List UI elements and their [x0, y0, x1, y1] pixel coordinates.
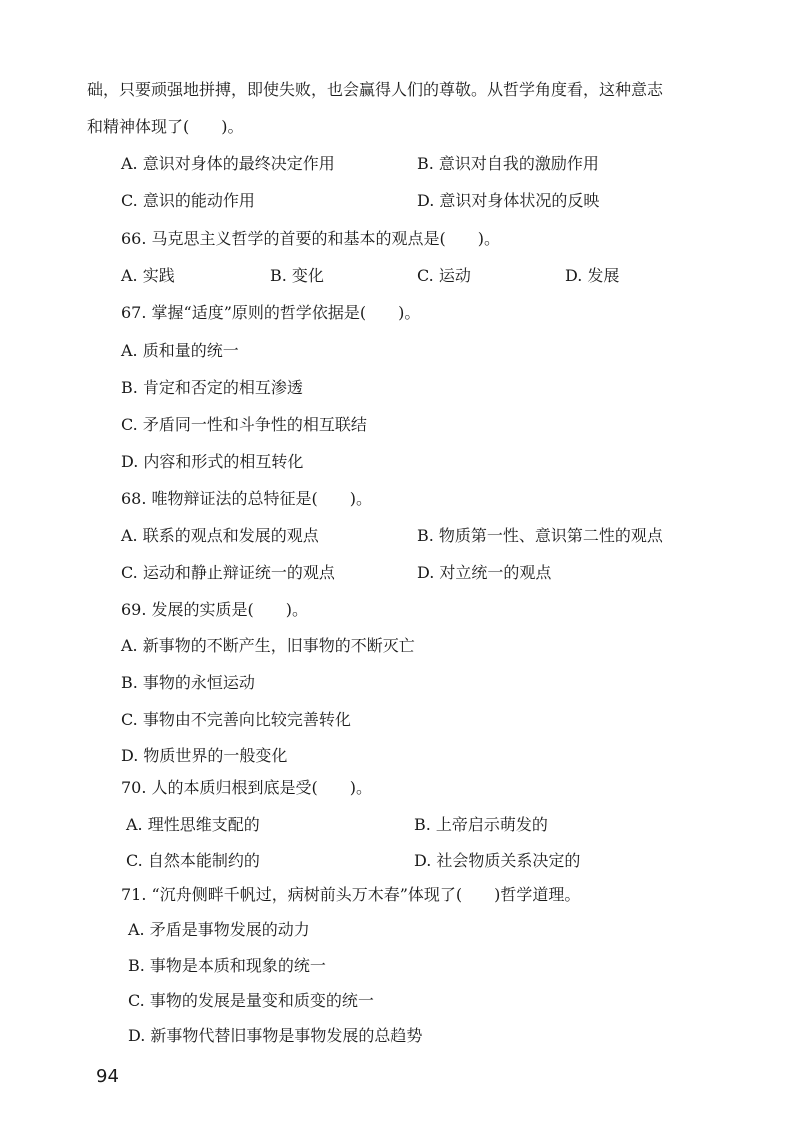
q69-option-b: B. 事物的永恒运动: [121, 673, 255, 692]
q67-option-a: A. 质和量的统一: [121, 341, 239, 360]
q69-option-a: A. 新事物的不断产生，旧事物的不断灭亡: [121, 636, 415, 655]
continuation-line-2: 和精神体现了( )。: [87, 117, 244, 136]
q67-stem: 67. 掌握“适度”原则的哲学依据是( )。: [121, 303, 421, 322]
continuation-line-1: 础，只要顽强地拼搏，即使失败，也会赢得人们的尊敬。从哲学角度看，这种意志: [87, 80, 664, 99]
q71-option-a: A. 矛盾是事物发展的动力: [128, 920, 310, 939]
q67-option-c: C. 矛盾同一性和斗争性的相互联结: [121, 415, 367, 434]
q70-option-b: B. 上帝启示萌发的: [414, 815, 548, 834]
q66-option-b: B. 变化: [270, 266, 324, 285]
q70-option-c: C. 自然本能制约的: [126, 851, 260, 870]
q68-option-c: C. 运动和静止辩证统一的观点: [121, 563, 335, 582]
q66-option-a: A. 实践: [121, 266, 175, 285]
q67-option-b: B. 肯定和否定的相互渗透: [121, 378, 303, 397]
q65-option-c: C. 意识的能动作用: [121, 191, 255, 210]
q69-option-d: D. 物质世界的一般变化: [121, 746, 288, 765]
q70-option-d: D. 社会物质关系决定的: [414, 851, 581, 870]
q71-option-d: D. 新事物代替旧事物是事物发展的总趋势: [128, 1026, 423, 1045]
q65-option-d: D. 意识对身体状况的反映: [417, 191, 600, 210]
q69-stem: 69. 发展的实质是( )。: [121, 600, 309, 619]
q67-option-d: D. 内容和形式的相互转化: [121, 452, 304, 471]
q66-option-d: D. 发展: [565, 266, 620, 285]
q68-option-b: B. 物质第一性、意识第二性的观点: [417, 526, 663, 545]
q65-option-b: B. 意识对自我的激励作用: [417, 154, 599, 173]
q71-option-c: C. 事物的发展是量变和质变的统一: [128, 991, 374, 1010]
q68-option-a: A. 联系的观点和发展的观点: [121, 526, 319, 545]
q66-option-c: C. 运动: [417, 266, 471, 285]
page-number: 94: [96, 1066, 119, 1087]
q71-option-b: B. 事物是本质和现象的统一: [128, 956, 326, 975]
q71-stem: 71. “沉舟侧畔千帆过，病树前头万木春”体现了( )哲学道理。: [121, 885, 581, 904]
q68-option-d: D. 对立统一的观点: [417, 563, 552, 582]
q70-option-a: A. 理性思维支配的: [126, 815, 260, 834]
q66-stem: 66. 马克思主义哲学的首要的和基本的观点是( )。: [121, 229, 501, 248]
q68-stem: 68. 唯物辩证法的总特征是( )。: [121, 489, 373, 508]
q65-option-a: A. 意识对身体的最终决定作用: [121, 154, 335, 173]
q69-option-c: C. 事物由不完善向比较完善转化: [121, 710, 351, 729]
q70-stem: 70. 人的本质归根到底是受( )。: [121, 778, 373, 797]
